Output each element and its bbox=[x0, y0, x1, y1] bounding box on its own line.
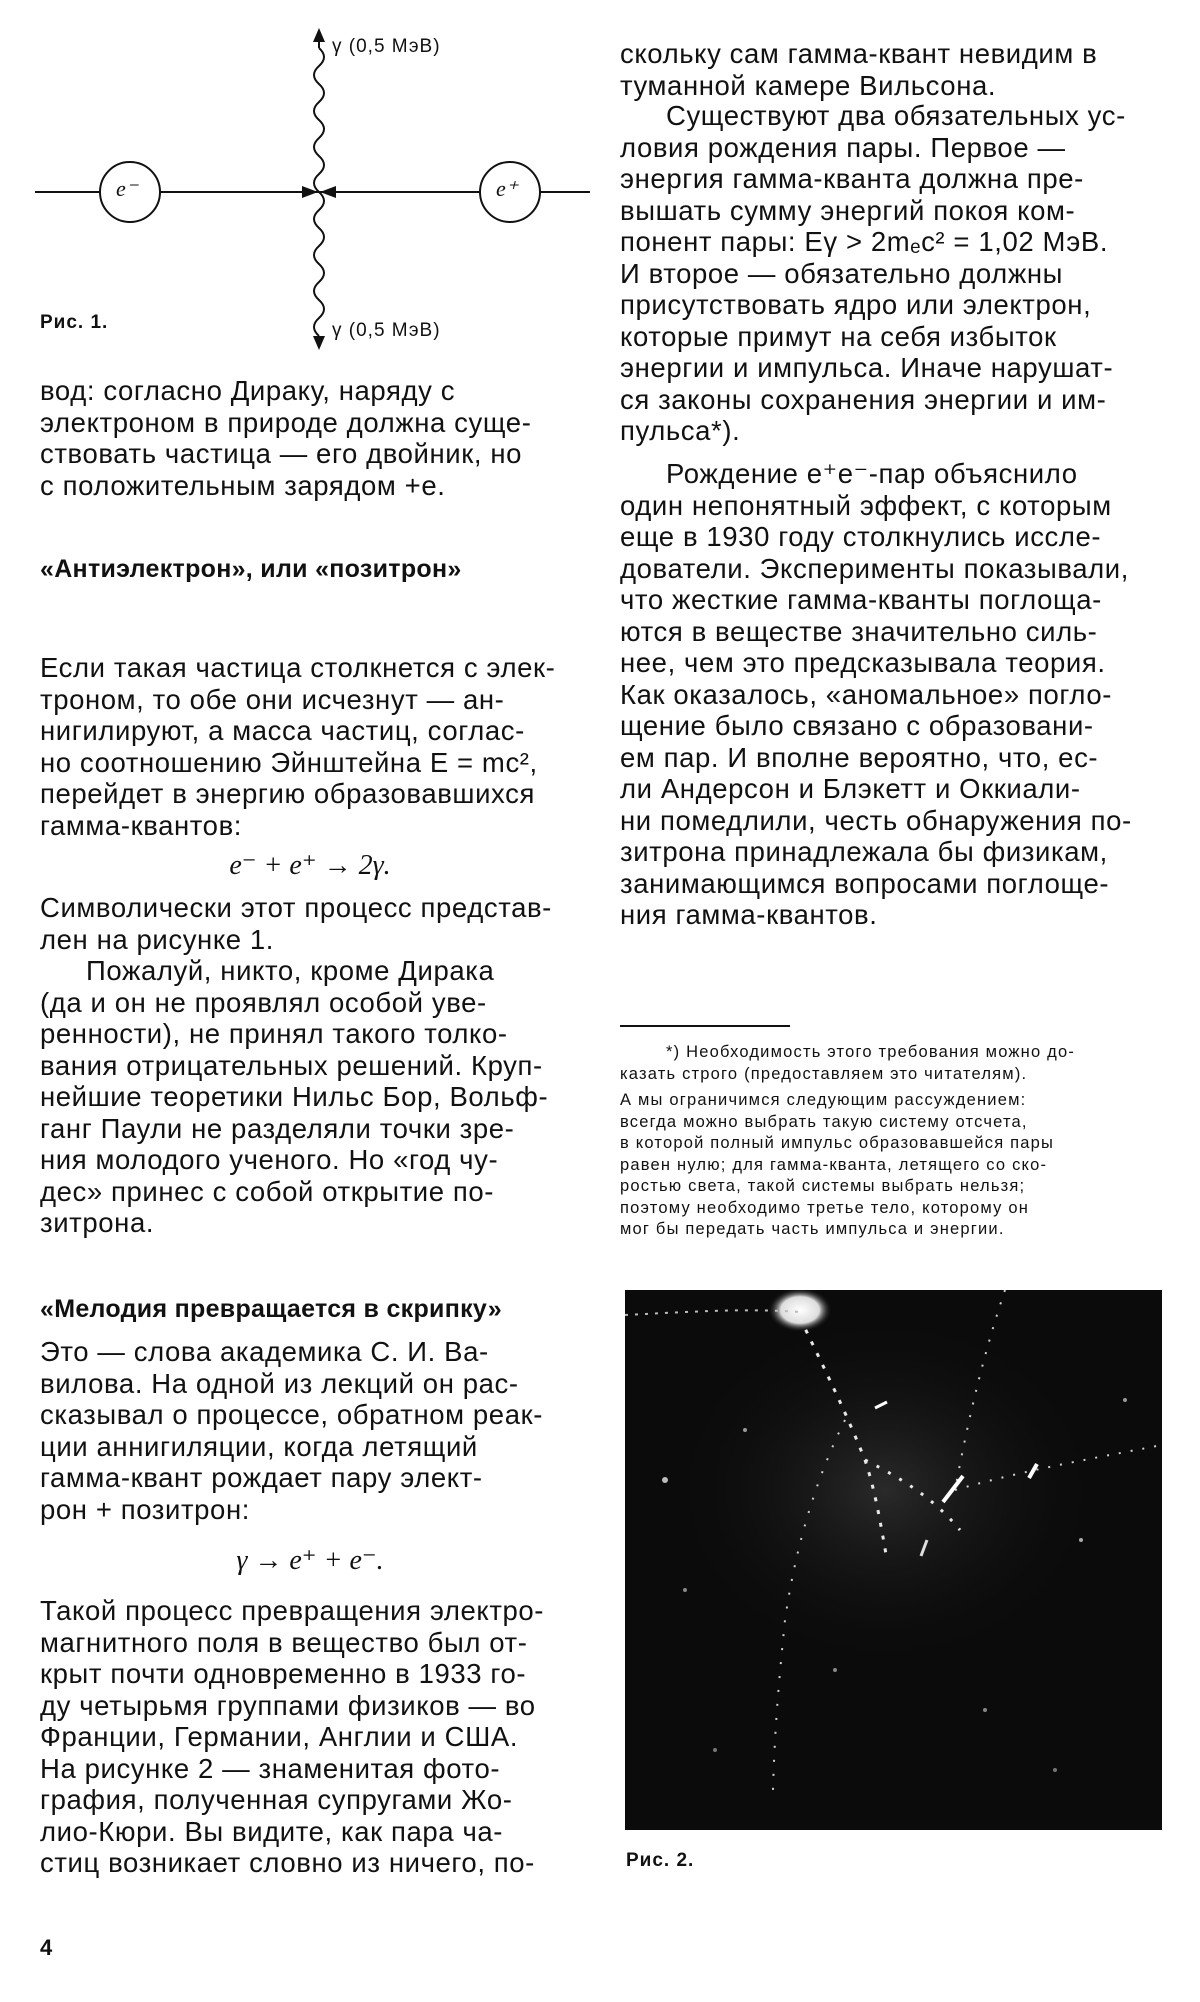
left-paragraph-4: Пожалуй, никто, кроме Дирака (да и он не проявлял особой уве- ренности), не принял такого толко- вания отрицательных решений. Круп- нейшие теоретики Нильс Бор, Вольф- ганг Паули не разделяли точки зре- ния молодого ученого. Но «год чу- дес» принес с собой открытие по- зитрона. bbox=[40, 955, 549, 1238]
right-paragraph-3: Рождение e⁺e⁻-пар объяснило один непонятный эффект, с которым еще в 1930 году столкнулись иссле- дователи. Эксперименты показывали, что жесткие гамма-кванты поглоща- ются в веществе значительно силь- нее, чем это предсказывала теория. Как оказалось, «аномальное» погло- щение было связано с образовани- ем пар. И вполне вероятно, что, ес- ли Андерсон и Блэкетт и Оккиали- ни помедлили, честь обнаружения по- зитрона принадлежала бы физикам, занимающимся вопросами поглоще- ния гамма-квантов. bbox=[620, 458, 1132, 930]
heading-antielectron: «Антиэлектрон», или «позитрон» bbox=[40, 555, 462, 583]
arrow-up-icon bbox=[313, 28, 325, 42]
arrow-down-icon bbox=[313, 336, 325, 350]
left-paragraph-1: вод: согласно Дираку, наряду с электроном в природе должна суще- ствовать частица — его двойник, но с положительным зарядом +e. bbox=[40, 375, 532, 501]
cloud-chamber-photo bbox=[625, 1290, 1162, 1830]
formula-pair-production: γ → e⁺ + e⁻. bbox=[236, 1545, 384, 1576]
left-paragraph-3: Символически этот процесс представ- лен на рисунке 1. bbox=[40, 892, 552, 955]
footnote-2: А мы ограничимся следующим рассуждением: всегда можно выбрать такую систему отсчета, в которой полный импульс образовавшейся пары равен нулю; для гамма-кванта, летящего со ско- ростью света, такой системы выбрать нельзя; поэтому необходимо третье тело, которому он мог бы передать часть импульса и энергии. bbox=[620, 1091, 1055, 1238]
gamma-top-label: γ (0,5 МэВ) bbox=[332, 36, 441, 57]
figure-2-caption: Рис. 2. bbox=[626, 1850, 695, 1871]
page-number: 4 bbox=[40, 1935, 53, 1960]
positron-label: e⁺ bbox=[496, 176, 518, 201]
footnote-1: *) Необходимость этого требования можно до- казать строго (предоставляем это читателям). bbox=[620, 1043, 1076, 1083]
right-paragraph-2: Существуют два обязательных ус- ловия рождения пары. Первое — энергия гамма-кванта должна пре- вышать сумму энергий покоя ком- понент пары: Eγ > 2mₑc² = 1,02 МэВ. И второе — обязательно должны присутствовать ядро или электрон, которые примут на себя избыток энергии и импульса. Иначе нарушат- ся законы сохранения энергии и им- пульса*). bbox=[620, 100, 1126, 446]
figure-1-caption: Рис. 1. bbox=[40, 312, 109, 333]
right-paragraph-1: скольку сам гамма-квант невидим в туманной камере Вильсона. bbox=[620, 38, 1098, 101]
heading-melody: «Мелодия превращается в скрипку» bbox=[40, 1295, 502, 1323]
electron-label: e⁻ bbox=[116, 176, 138, 201]
gamma-wave-down bbox=[314, 192, 324, 336]
formula-annihilation: e⁻ + e⁺ → 2γ. bbox=[229, 850, 391, 881]
left-paragraph-6: Такой процесс превращения электро- магнитного поля в вещество был от- крыт почти одновременно в 1933 го- ду четырьмя группами физиков — во Франции, Германии, Англии и США. На рисунке 2 — знаменитая фото- графия, полученная супругами Жо- лио-Кюри. Вы видите, как пара ча- стиц возникает словно из ничего, по- bbox=[40, 1595, 545, 1878]
gamma-wave-up bbox=[314, 48, 324, 192]
gamma-bottom-label: γ (0,5 МэВ) bbox=[332, 320, 441, 341]
left-paragraph-2: Если такая частица столкнется с элек- троном, то обе они исчезнут — ан- нигилируют, а масса частиц, соглас- но соотношению Эйнштейна E = mc², перейдет в энергию образовавшихся гамма-квантов: bbox=[40, 652, 556, 841]
cloud-chamber-image bbox=[625, 1290, 1162, 1830]
figure-1 bbox=[30, 20, 590, 350]
footnote-rule bbox=[620, 1025, 790, 1027]
left-paragraph-5: Это — слова академика С. И. Ва- вилова. На одной из лекций он рас- сказывал о процессе, обратном реак- ции аннигиляции, когда летящий гамма-квант рождает пару элект- рон + позитрон: bbox=[40, 1336, 543, 1525]
